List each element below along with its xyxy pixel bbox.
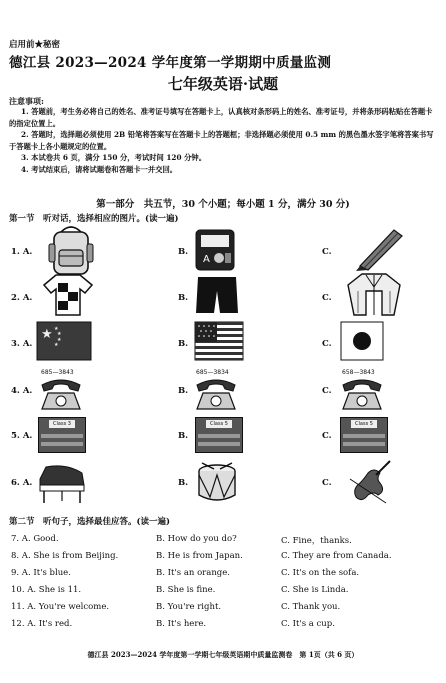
violin-icon (346, 459, 392, 505)
q2-label: 2. A. (11, 293, 33, 303)
svg-text:★: ★ (41, 327, 53, 342)
q7-option-c: C. Fine，thanks. (281, 536, 352, 546)
class-sign-b: Class 5 (206, 420, 232, 428)
q11-option-a: 11. A. You're welcome. (11, 602, 110, 612)
classroom-icon (38, 417, 86, 453)
svg-text:A: A (203, 254, 210, 265)
q12-option-c: C. It's a cup. (281, 619, 335, 629)
q9-option-a: 9. A. It's blue. (11, 568, 71, 578)
q4-option-b: B. (178, 386, 189, 396)
q2-option-c: C. (322, 293, 332, 303)
notes-heading: 注意事项: (9, 96, 44, 106)
q10-option-a: 10. A. She is 11. (11, 585, 82, 595)
q10-option-b: B. She is fine. (156, 585, 216, 595)
china-flag-icon (36, 321, 92, 361)
backpack-icon (46, 224, 96, 276)
svg-text:★: ★ (57, 331, 62, 337)
exam-title: 德江县 2023—2024 学年度第一学期期中质量监测 (9, 55, 332, 71)
tshirt-icon (42, 273, 94, 317)
q6-option-c: C. (322, 478, 332, 488)
page-footer: 德江县 2023—2024 学年度第一学期七年级英语期中质量监测卷 第 1页（共 6 页） (87, 650, 359, 659)
q3-option-b: B. (178, 339, 189, 349)
phone-number-a: 685—3843 (41, 369, 74, 376)
q8-option-b: B. He is from Japan. (156, 551, 243, 561)
q12-option-b: B. It's here. (156, 619, 207, 629)
q12-option-a: 12. A. It's red. (11, 619, 73, 629)
telephone-icon (38, 377, 84, 411)
q10-option-c: C. She is Linda. (281, 585, 349, 595)
telephone-icon (339, 377, 385, 411)
q1-option-c: C. (322, 247, 332, 257)
svg-text:★: ★ (57, 337, 62, 343)
q4-option-c: C. (322, 386, 332, 396)
q8-option-a: 8. A. She is from Beijing. (11, 551, 119, 561)
q6-option-b: B. (178, 478, 189, 488)
q4-label: 4. A. (11, 386, 33, 396)
telephone-icon (193, 377, 239, 411)
note-item: 2. 答题时，选择题必须使用 2B 铅笔将答案写在答题卡上的答题框；非选择题必须使用 0.5 mm 的黑色墨水签字笔将答案书写于答题卡上各小题规定的位置。 (9, 130, 434, 151)
drum-icon (194, 461, 240, 505)
phone-number-c: 658—3843 (342, 369, 375, 376)
q9-option-b: B. It's an orange. (156, 568, 230, 578)
q5-option-c: C. (322, 431, 332, 441)
classroom-icon (340, 417, 388, 453)
japan-flag-icon (340, 321, 384, 361)
piano-icon (36, 461, 88, 505)
class-sign-c: Class 5 (351, 420, 377, 428)
notes-list (9, 106, 437, 175)
classroom-icon (195, 417, 243, 453)
q11-option-c: C. Thank you. (281, 602, 341, 612)
q1-label: 1. A. (11, 247, 33, 257)
q7-option-b: B. How do you do? (156, 534, 237, 544)
pencil-icon (354, 226, 406, 272)
svg-text:★: ★ (54, 342, 59, 348)
section-one-title: 第一节 听对话，选择相应的图片。(读一遍) (9, 214, 179, 224)
q5-label: 5. A. (11, 431, 33, 441)
q8-option-c: C. They are from Canada. (281, 551, 392, 561)
part-one-heading: 第一部分 共五节，30 个小题；每小题 1 分，满分 30 分) (96, 199, 350, 210)
class-sign-a: Class 3 (49, 420, 75, 428)
note-item: 4. 考试结束后，请将试题卷和答题卡一并交回。 (21, 164, 178, 174)
q3-option-c: C. (322, 339, 332, 349)
note-item: 3. 本试卷共 6 页，满分 150 分，考试时间 120 分钟。 (21, 153, 206, 162)
q5-option-b: B. (178, 431, 189, 441)
note-item: 1. 答题前，考生务必将自己的姓名、准考证号填写在答题卡上，认真核对条形码上的姓名、准考证号，并将条形码粘贴在答题卡的指定位置上。 (9, 107, 433, 128)
usa-flag-icon (194, 321, 244, 361)
secret-label: 启用前★秘密 (9, 40, 61, 50)
section-two-title: 第二节 听句子，选择最佳应答。(读一遍) (9, 517, 171, 527)
q3-label: 3. A. (11, 339, 33, 349)
shorts-icon (194, 273, 240, 317)
q11-option-b: B. You're right. (156, 602, 222, 612)
q9-option-c: C. It's on the sofa. (281, 568, 360, 578)
jacket-icon (344, 271, 404, 319)
q6-label: 6. A. (11, 478, 33, 488)
q7-option-a: 7. A. Good. (11, 534, 59, 544)
tablet-icon (192, 226, 238, 274)
q1-option-b: B. (178, 247, 189, 257)
exam-subtitle: 七年级英语·试题 (167, 75, 279, 93)
q2-option-b: B. (178, 293, 189, 303)
phone-number-b: 685—3834 (196, 369, 229, 376)
svg-text:★: ★ (54, 326, 59, 332)
